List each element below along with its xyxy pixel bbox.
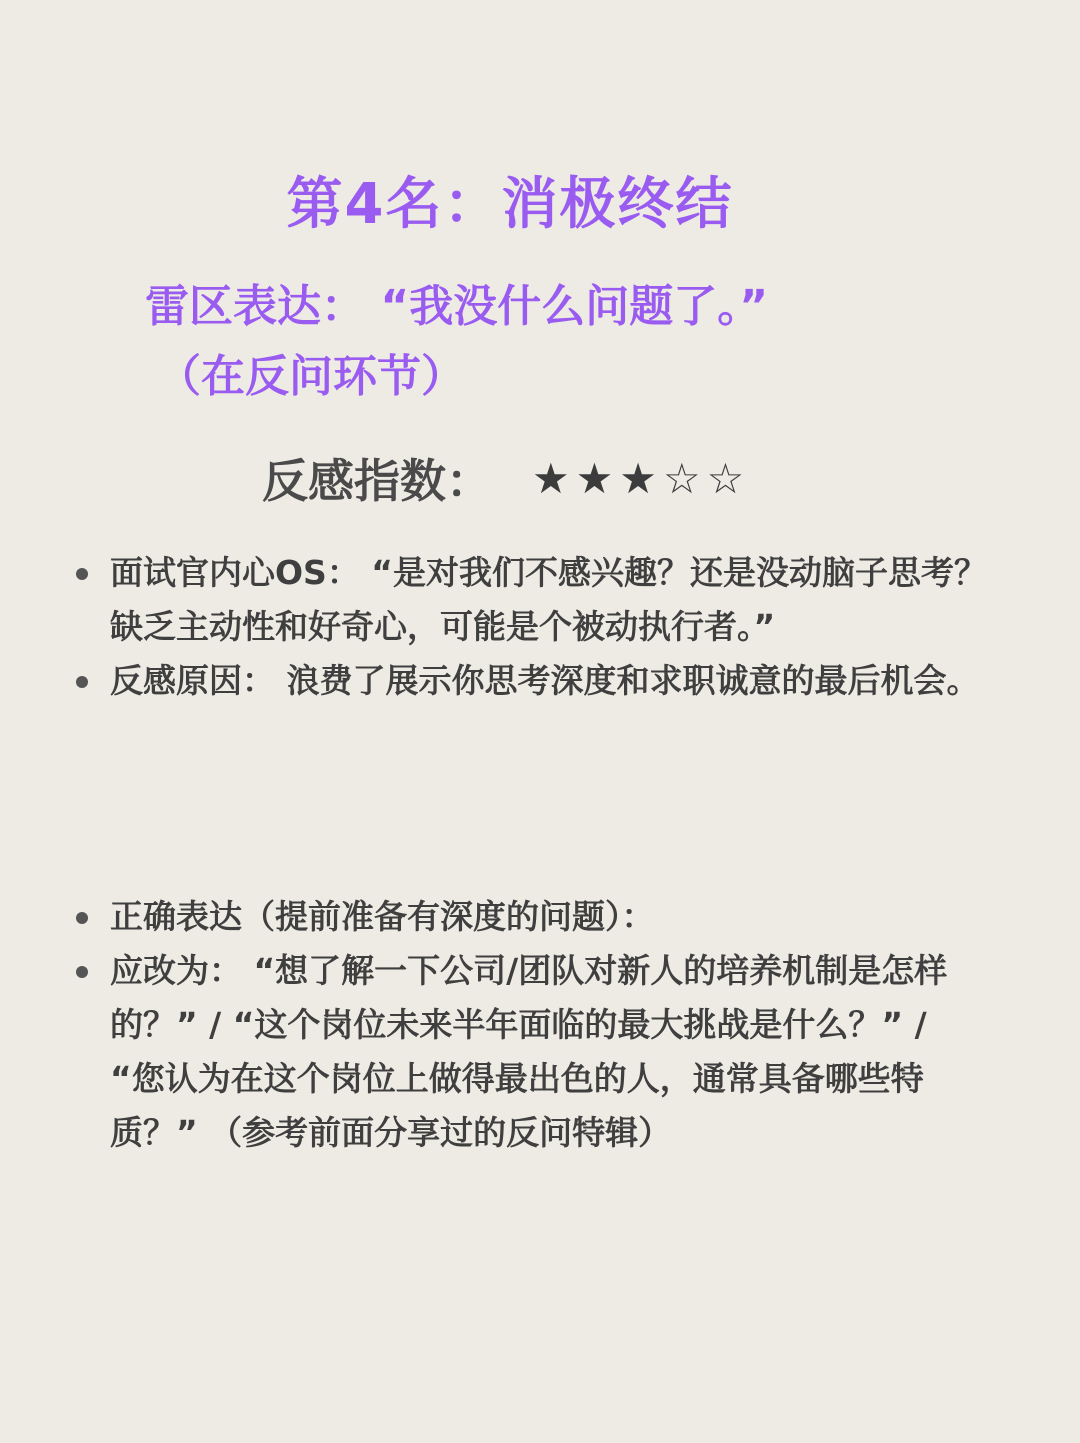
bullet-dot-icon [76,966,88,978]
list-item-text: 应改为： “想了解一下公司/团队对新人的培养机制是怎样的？” / “这个岗位未来半年面临的最大挑战是什么？” / “您认为在这个岗位上做得最出色的人，通常具备哪些特质？” （参考前面分享过的反问特辑） [110,951,948,1152]
list-item [0,546,1080,654]
rating-row [262,445,750,511]
list-item-text: 反感原因： 浪费了展示你思考深度和求职诚意的最后机会。 [110,661,980,700]
list-item [0,944,1080,1160]
bullet-dot-icon [76,912,88,924]
subtitle-line-1: 雷区表达： “我没什么问题了。” [145,281,769,332]
star-rating-icon: ★★★☆☆ [532,453,751,503]
rating-label: 反感指数： [262,454,492,508]
bullet-dot-icon [76,568,88,580]
bullet-list-correct-expression [0,890,1080,1160]
list-item-text: 正确表达（提前准备有深度的问题）： [110,897,655,936]
subtitle [145,272,945,412]
bullet-dot-icon [76,676,88,688]
list-item [0,654,1080,708]
bullet-list-reasons [0,546,1080,708]
list-item-text: 面试官内心OS： “是对我们不感兴趣？还是没动脑子思考？缺乏主动性和好奇心，可能是个被动执行者。” [110,553,987,646]
list-item [0,890,1080,944]
page-title: 第4名：消极终结 [286,172,734,237]
subtitle-line-2: （在反问环节） [157,351,465,402]
